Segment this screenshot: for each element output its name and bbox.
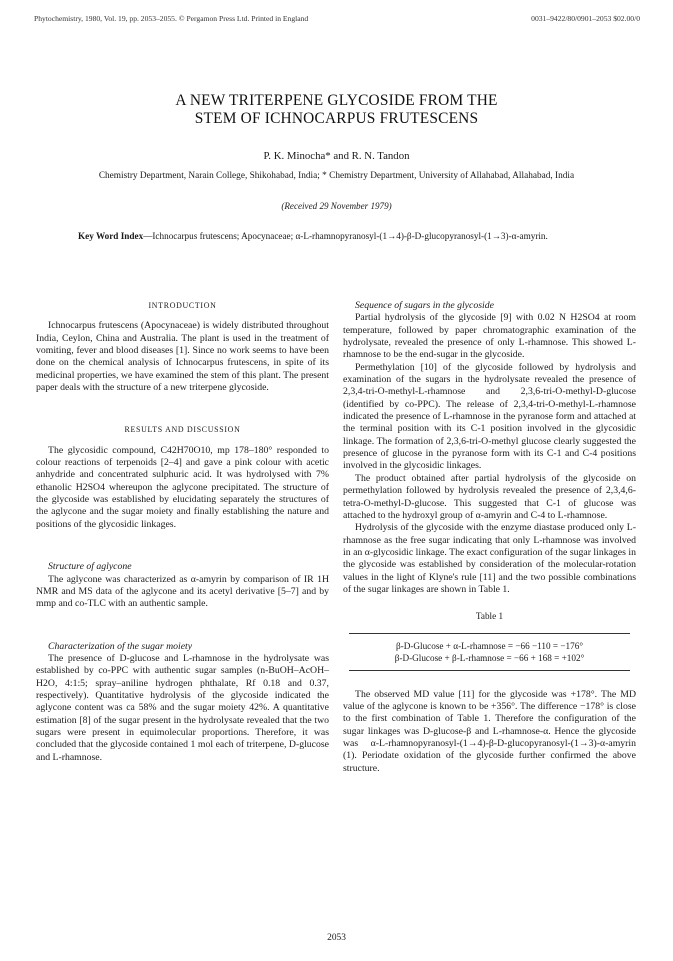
sequence-paragraph-2: Permethylation [10] of the glycoside followed by hydrolysis and examination of the sugars in the hydrolysate revealed the presence of 2,3,4-tri-O-methyl-L-rhamnose and 2,3,6-tri-O-methyl-D-glucose (identified by co-PPC). The release of 2,3,4-tri-O-methyl-L-rhamnose indicated the presence of L-rhamnose in the pyranose form and attached at the terminal position with its C-1 position involved in the glycosidic linkage. The formation of 2,3,6-tri-O-methyl glucose clearly suggested the presence of glucose in the pyranose form with its C-1 and C-4 positions involved in the glycosidic linkages.	[343, 361, 636, 472]
left-column	[36, 300, 329, 764]
keyword-index-text: —Ichnocarpus frutescens; Apocynaceae; α-L-rhamnopyranosyl-(1→4)-β-D-glucopyranosyl-(1→3)-α-amyrin.	[143, 231, 548, 241]
authors: P. K. Minocha* and R. N. Tandon	[263, 150, 410, 162]
final-paragraph: The observed MD value [11] for the glycoside was +178°. The MD value of the aglycone is known to be +356°. The difference −178° is close to the first combination of Table 1. Therefore the configuration of the sugar linkages was D-glucose-β and L-rhamnose-α. Hence the glycoside was α-L-rhamnopyranosyl-(1→4)-β-D-glucopyranosyl-(1→3)-α-amyrin (1). Periodate oxidation of the glycoside further confirmed the above structure.	[343, 688, 636, 774]
results-heading: RESULTS AND DISCUSSION	[124, 425, 241, 435]
received-date: (Received 29 November 1979)	[281, 201, 392, 211]
issn-code-header: 0031–9422/80/0901–2053 $02.00/0	[531, 14, 640, 23]
article-title-line-1: A NEW TRITERPENE GLYCOSIDE FROM THE	[175, 92, 498, 109]
table-row: β-D-Glucose + β-L-rhamnose = −66 + 168 = +102°	[394, 653, 585, 664]
journal-citation-header: Phytochemistry, 1980, Vol. 19, pp. 2053–2055. © Pergamon Press Ltd. Printed in England	[34, 14, 309, 23]
article-title-line-2: STEM OF ICHNOCARPUS FRUTESCENS	[194, 110, 479, 127]
sequence-paragraph-3: The product obtained after partial hydrolysis of the glycoside on permethylation followed by hydrolysis revealed the presence of 2,3,4,6-tetra-O-methyl-D-glucose. This suggested that C-1 of glucose was attached to the hydroxyl group of α-amyrin and C-4 to L-rhamnose.	[343, 472, 636, 521]
sugar-moiety-paragraph: The presence of D-glucose and L-rhamnose in the hydrolysate was established by co-PPC with authentic sugar samples (n-BuOH–AcOH–H2O, 4:1:5; spray–aniline hydrogen phthalate, Rf 0.18 and 0.37, respectively). Quantitative hydrolysis of the glycoside indicated the aglycone content was ca 58% and the sugar moiety 42%. A quantitative estimation [8] of the sugar present in the hydrolysate revealed that the two sugars were present in equimolecular proportions. Therefore, it was concluded that the glycoside contained 1 mol each of triterpene, D-glucose and L-rhamnose.	[36, 652, 329, 763]
introduction-heading: INTRODUCTION	[148, 301, 217, 310]
sequence-heading: Sequence of sugars in the glycoside	[355, 300, 494, 311]
introduction-paragraph: Ichnocarpus frutescens (Apocynaceae) is widely distributed throughout India, Ceylon, China and Australia. The plant is used in the treatment of vomiting, fever and blood diseases [1]. Since no work seems to have been done on the chemical analysis of Ichnocarpus frutescens, in spite of its medicinal properties, we have examined the stem of this plant. The present paper deals with the structure of a new triterpene glycoside.	[36, 320, 329, 394]
page-number: 2053	[327, 933, 346, 943]
aglycone-paragraph: The aglycone was characterized as α-amyrin by comparison of IR 1H NMR and MS data of the aglycone and its acetyl derivative [5–7] and by mmp and co-TLC with an authentic sample.	[36, 573, 329, 610]
right-column	[343, 300, 636, 775]
sequence-paragraph-1: Partial hydrolysis of the glycoside [9] with 0.02 N H2SO4 at room temperature, followed by paper chromatographic examination of the hydrolysate, revealed the presence of only L-rhamnose. This showed L-rhamnose to be the end-sugar in the glycoside.	[343, 312, 636, 361]
sugar-moiety-heading: Characterization of the sugar moiety	[48, 640, 193, 652]
sequence-paragraph-4: Hydrolysis of the glycoside with the enzyme diastase produced only L-rhamnose as the free sugar indicating that only L-rhamnose was involved in an α-glycosidic linkage. The exact configuration of the sugar linkages in the glycoside was established by consideration of the molecular-rotation values in the light of Klyne's rule [11] and the two possible combinations of the sugar linkages are shown in Table 1.	[343, 522, 636, 595]
aglycone-heading: Structure of aglycone	[48, 561, 132, 573]
affiliation: Chemistry Department, Narain College, Shikohabad, India; * Chemistry Department, University of Allahabad, Allahabad, India	[98, 171, 575, 181]
table-1	[349, 633, 630, 671]
table-row: β-D-Glucose + α-L-rhamnose = −66 −110 = −176°	[395, 640, 584, 651]
results-paragraph: The glycosidic compound, C42H70O10, mp 178–180° responded to colour reactions of terpenoids [2–4] and gave a pink colour with acetic anhydride and concentrated sulphuric acid. It was hydrolysed with 7% ethanolic H2SO4 whereupon the aglycone precipitated. The structure of the glycoside was established by elucidating separately the structures of the aglycone and the sugar moiety and finally establishing the nature and positions of the glycosidic linkages.	[36, 444, 329, 530]
keyword-index	[78, 230, 598, 242]
table-caption: Table 1	[475, 611, 504, 622]
keyword-index-label: Key Word Index	[78, 231, 144, 241]
